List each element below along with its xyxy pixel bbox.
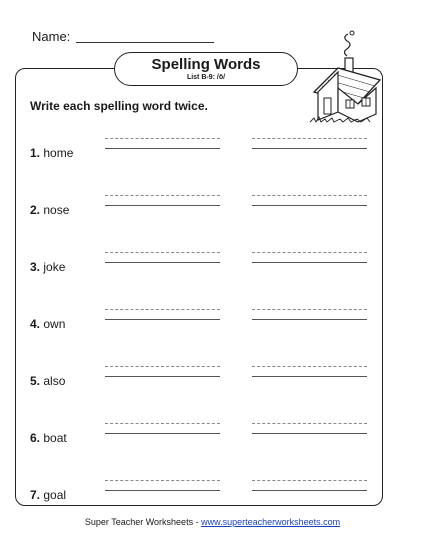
word-text: own [43,317,66,331]
writing-guide-dashed [105,480,220,481]
writing-line-second[interactable] [252,319,367,320]
writing-line-first[interactable] [105,433,220,434]
word-row [30,244,390,284]
writing-line-first[interactable] [105,262,220,263]
word-text: nose [43,203,70,217]
writing-line-first[interactable] [105,148,220,149]
page-title: Spelling Words [151,56,261,73]
instructions: Write each spelling word twice. [30,99,208,113]
writing-line-second[interactable] [252,262,367,263]
word-number: 7. [30,488,41,502]
writing-guide-dashed [105,309,220,310]
word-number: 4. [30,317,41,331]
writing-guide-dashed [105,423,220,424]
word-row [30,472,390,512]
word-label [30,146,73,160]
writing-guide-dashed [252,480,367,481]
writing-guide-dashed [252,423,367,424]
writing-line-first[interactable] [105,490,220,491]
writing-guide-dashed [252,366,367,367]
word-row [30,415,390,455]
word-label [30,431,67,445]
writing-line-first[interactable] [105,376,220,377]
word-row [30,130,390,170]
writing-guide-dashed [252,138,367,139]
name-line[interactable] [76,42,214,43]
writing-line-first[interactable] [105,205,220,206]
word-label [30,203,69,217]
word-label [30,317,65,331]
word-text: boat [43,431,67,445]
word-label [30,260,65,274]
writing-line-second[interactable] [252,376,367,377]
word-row [30,187,390,227]
writing-line-first[interactable] [105,319,220,320]
writing-guide-dashed [252,252,367,253]
writing-guide-dashed [105,366,220,367]
word-number: 1. [30,146,41,160]
word-text: joke [43,260,66,274]
title-box [114,52,298,86]
writing-guide-dashed [252,309,367,310]
word-number: 3. [30,260,41,274]
word-text: home [43,146,74,160]
writing-guide-dashed [252,195,367,196]
word-label [30,488,66,502]
name-label: Name: [32,29,71,44]
word-number: 2. [30,203,41,217]
writing-line-second[interactable] [252,433,367,434]
writing-guide-dashed [105,252,220,253]
page-subtitle: List B-9: /ō/ [186,74,226,81]
word-text: also [43,374,66,388]
footer [0,517,425,527]
word-label [30,374,65,388]
word-number: 6. [30,431,41,445]
word-number: 5. [30,374,41,388]
writing-line-second[interactable] [252,205,367,206]
house-icon [308,28,386,128]
word-text: goal [43,488,67,502]
writing-line-second[interactable] [252,490,367,491]
writing-guide-dashed [105,195,220,196]
writing-guide-dashed [105,138,220,139]
word-row [30,301,390,341]
footer-link[interactable]: www.superteacherworksheets.com [201,517,341,527]
writing-line-second[interactable] [252,148,367,149]
footer-text: Super Teacher Worksheets - [84,517,202,527]
word-row [30,358,390,398]
